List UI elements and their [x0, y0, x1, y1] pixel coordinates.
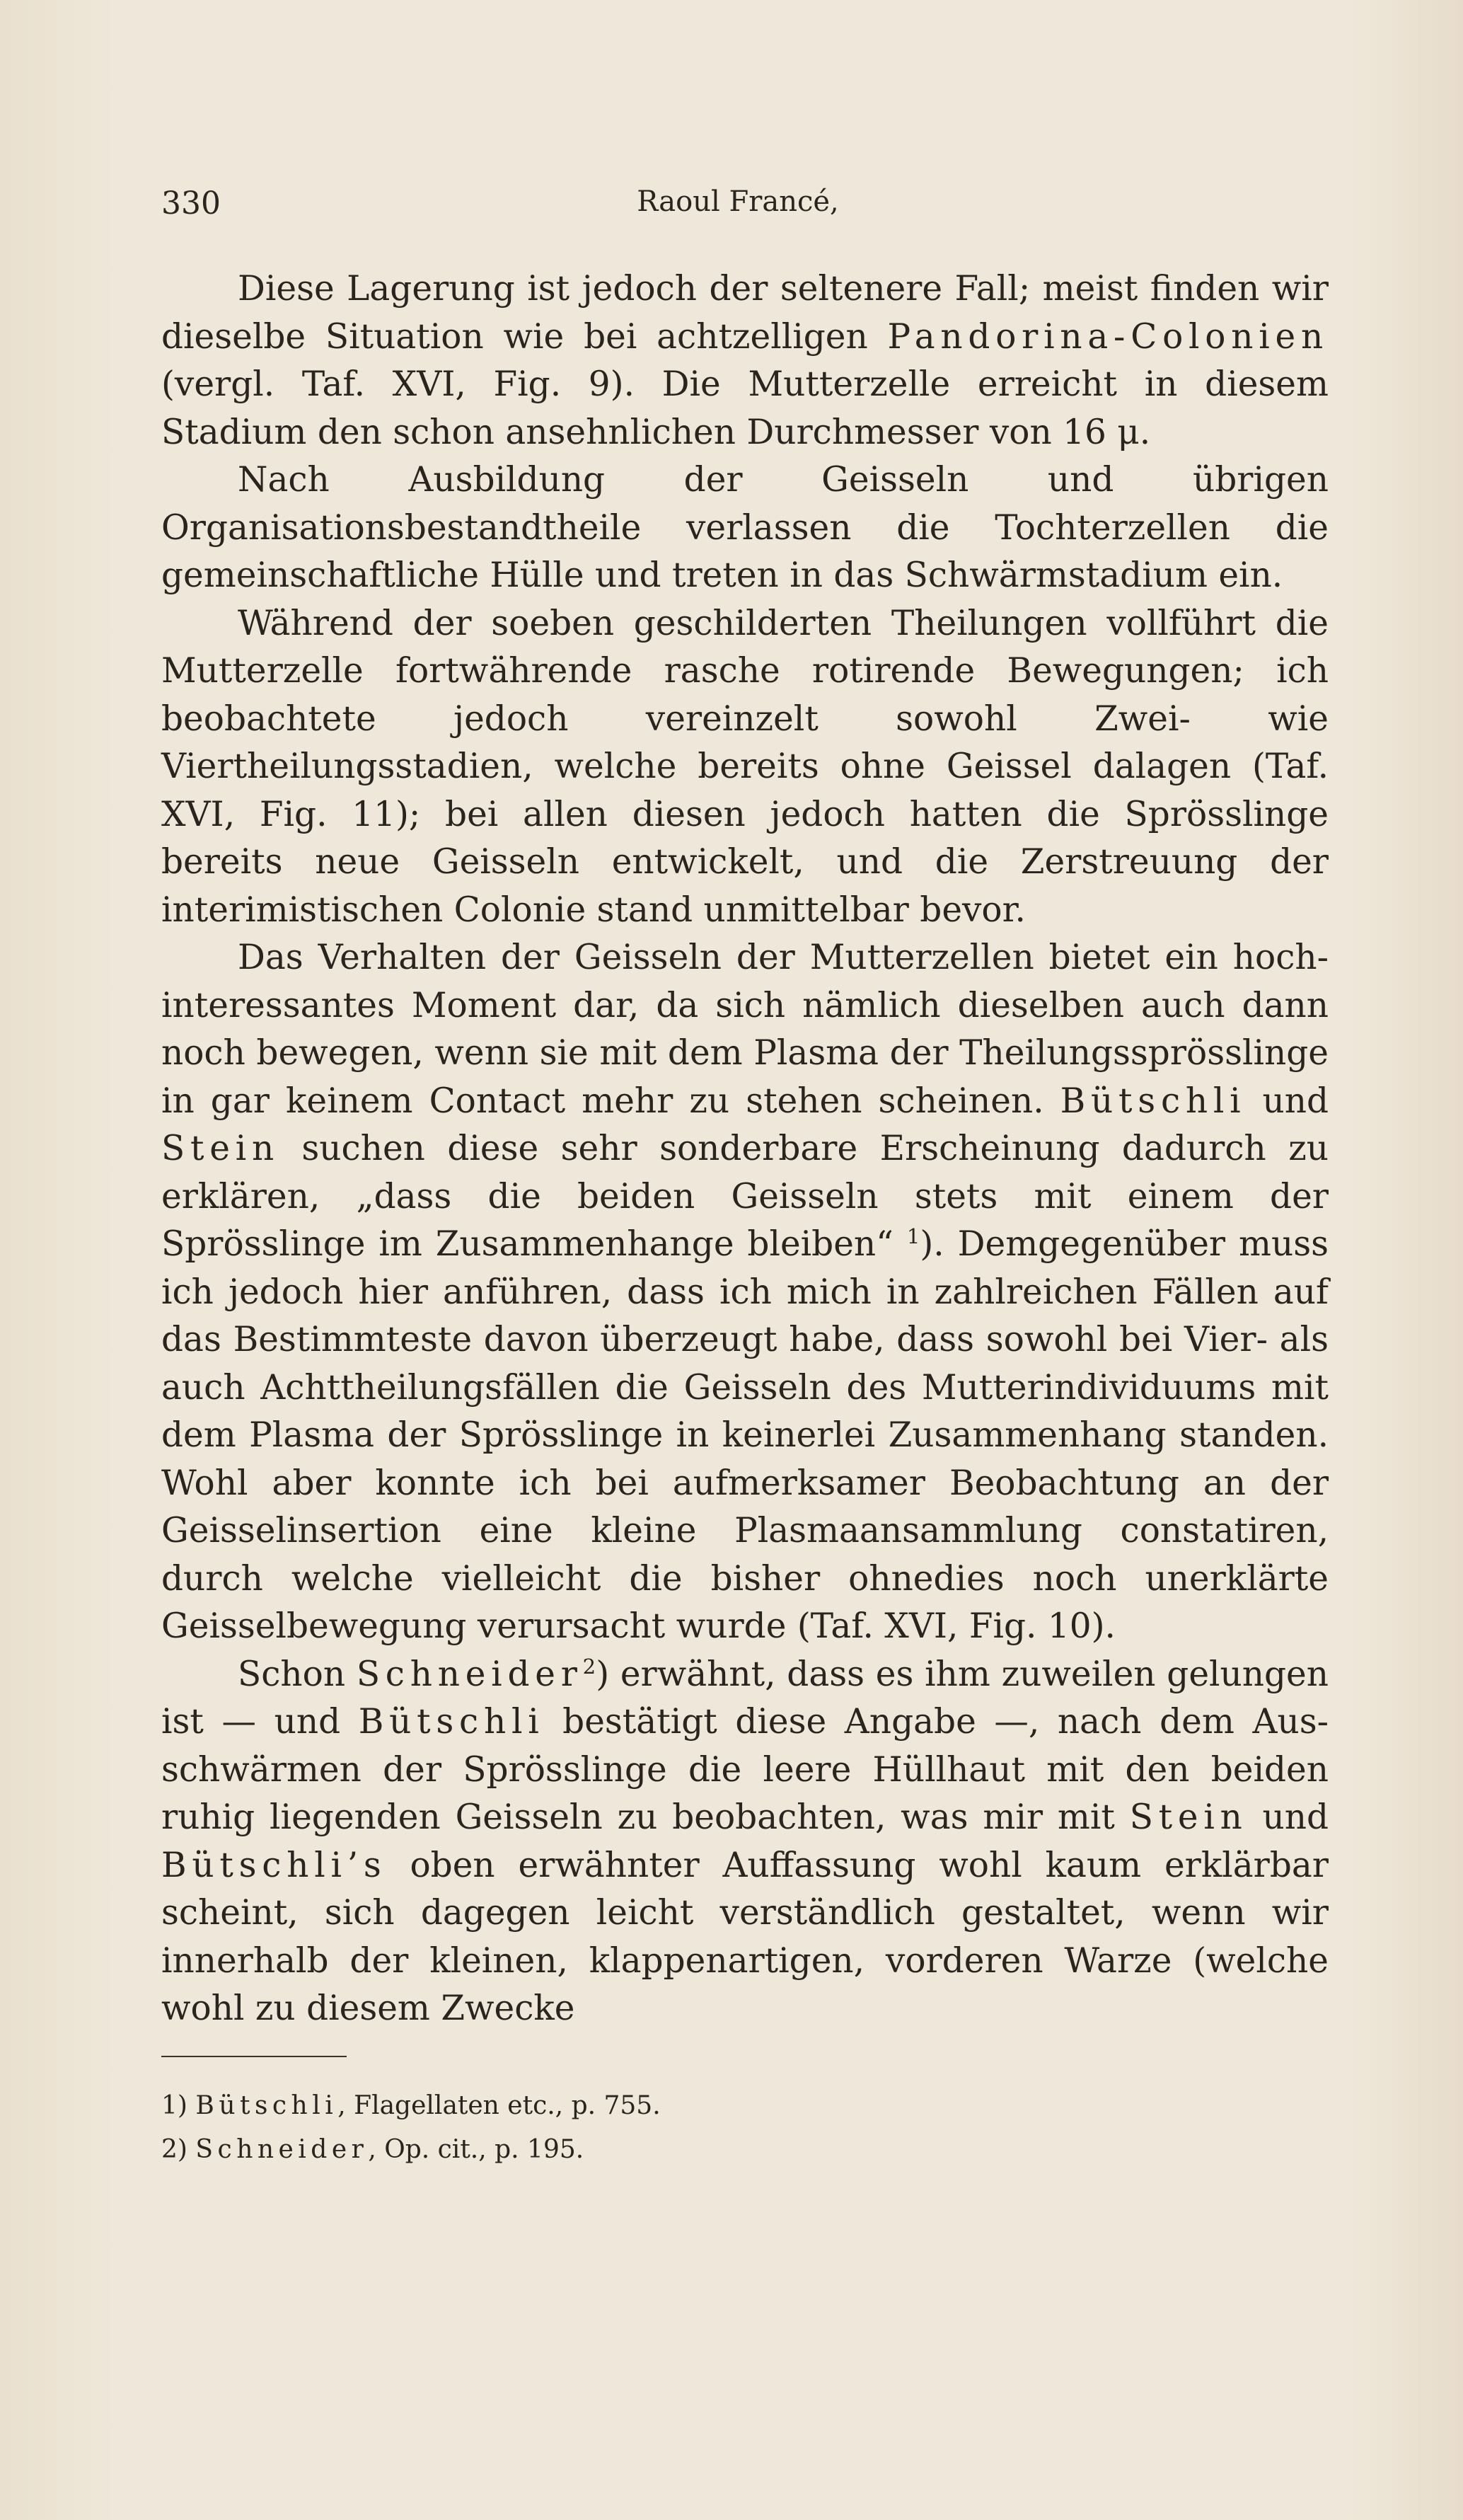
text-run: oben erwähnter Auffassung wohl kaum erklärbar scheint, sich dagegen leicht verständlich gestaltet, wenn wir innerhalb der kleinen, klappenartigen, vorderen Warze (welche wohl zu diesem Zwecke: [161, 1845, 1329, 2028]
body-text: [161, 265, 1329, 2033]
page-number: 330: [161, 185, 221, 221]
footnote-author: Schneider: [195, 2135, 369, 2164]
spaced-name: Pandorina-Colonien: [887, 316, 1329, 357]
text-run: ) erwähnt, dass es ihm zuweilen gelungen ist — und: [161, 1654, 1329, 1742]
page-header: [161, 185, 1314, 235]
footnote-marker: 2): [161, 2135, 187, 2164]
footnote: [161, 2084, 1329, 2128]
paragraph: [161, 265, 1329, 456]
footnotes: [161, 2084, 1329, 2172]
footnote: [161, 2128, 1329, 2172]
footnote-rule: [161, 2056, 347, 2057]
footnote-text: , Op. cit., p. 195.: [368, 2135, 584, 2164]
text-run: (vergl. Taf. XVI, Fig. 9). Die Mutterzelle erreicht in diesem Stadium den schon ansehnlichen Durchmesser von 16 μ.: [161, 364, 1329, 452]
text-run: und: [1246, 1081, 1329, 1121]
footnote-author: Bütschli: [195, 2091, 338, 2120]
running-head: Raoul Francé,: [637, 185, 839, 218]
spaced-name: Bütschli’s: [161, 1845, 387, 1885]
text-run: ). Demgegenüber muss ich jedoch hier anführen, dass ich mich in zahlreichen Fällen auf das Bestimmteste davon überzeugt habe, dass sowohl bei Vier- als auch Achttheilungsfällen die Geisseln des Mutterindividuums mit dem Plasma der Sprösslinge in keinerlei Zusammenhang standen. Wohl aber konnte ich bei aufmerksamer Beobachtung an der Geisselinsertion eine kleine Plasmaansammlung constatiren, durch welche vielleicht die bisher ohnedies noch unerklärte Geisselbewegung verursacht wurde (Taf. XVI, Fig. 10).: [161, 1224, 1329, 1646]
footnote-ref: 2: [582, 1654, 596, 1679]
paragraph: [161, 456, 1329, 600]
spaced-name: Stein: [161, 1129, 279, 1168]
footnote-ref: 1: [906, 1224, 920, 1248]
paragraph: [161, 1651, 1329, 2033]
text-run: Das Verhalten der Geisseln der Mutterzellen bietet ein hochinteressantes Moment dar, da sich nämlich dieselben auch dann noch bewegen, wenn sie mit dem Plasma der Theilungssprösslinge in gar keinem Contact mehr zu stehen scheinen.: [161, 938, 1329, 1121]
text-run: Nach Ausbildung der Geisseln und übrigen Organisationsbestandtheile verlassen die Tochterzellen die gemeinschaftliche Hülle und treten in das Schwärmstadium ein.: [161, 460, 1329, 595]
text-run: bestätigt diese Angabe —, nach dem Ausschwärmen der Sprösslinge die leere Hüllhaut mit den beiden ruhig liegenden Geisseln zu beobachten, was mir mit: [161, 1702, 1329, 1837]
text-run: Schon: [238, 1654, 357, 1694]
footnote-marker: 1): [161, 2091, 187, 2120]
paragraph: [161, 934, 1329, 1651]
spaced-name: Schneider: [356, 1654, 583, 1694]
text-run: suchen diese sehr sonderbare Erscheinung dadurch zu erklären, „dass die beiden Geisseln stets mit einem der Sprösslinge im Zusammenhange bleiben“: [161, 1129, 1329, 1264]
paragraph: [161, 600, 1329, 935]
text-run: und: [1247, 1797, 1329, 1837]
text-run: Während der soeben geschilderten Theilungen vollführt die Mutterzelle fortwährende rasche rotirende Bewegungen; ich beobachtete jedoch vereinzelt sowohl Zwei- wie Viertheilungsstadien, welche bereits ohne Geissel dalagen (Taf. XVI, Fig. 11); bei allen diesen jedoch hatten die Sprösslinge bereits neue Geisseln entwickelt, und die Zerstreuung der interimistischen Colonie stand unmittelbar bevor.: [161, 603, 1329, 930]
spaced-name: Bütschli: [1060, 1081, 1247, 1121]
footnote-text: , Flagellaten etc., p. 755.: [337, 2091, 661, 2120]
spaced-name: Stein: [1129, 1797, 1248, 1837]
text-run: Diese Lagerung ist jedoch der seltenere Fall; meist finden wir dieselbe Situation wie bei achtzelligen: [161, 269, 1329, 357]
spaced-name: Bütschli: [358, 1702, 545, 1742]
